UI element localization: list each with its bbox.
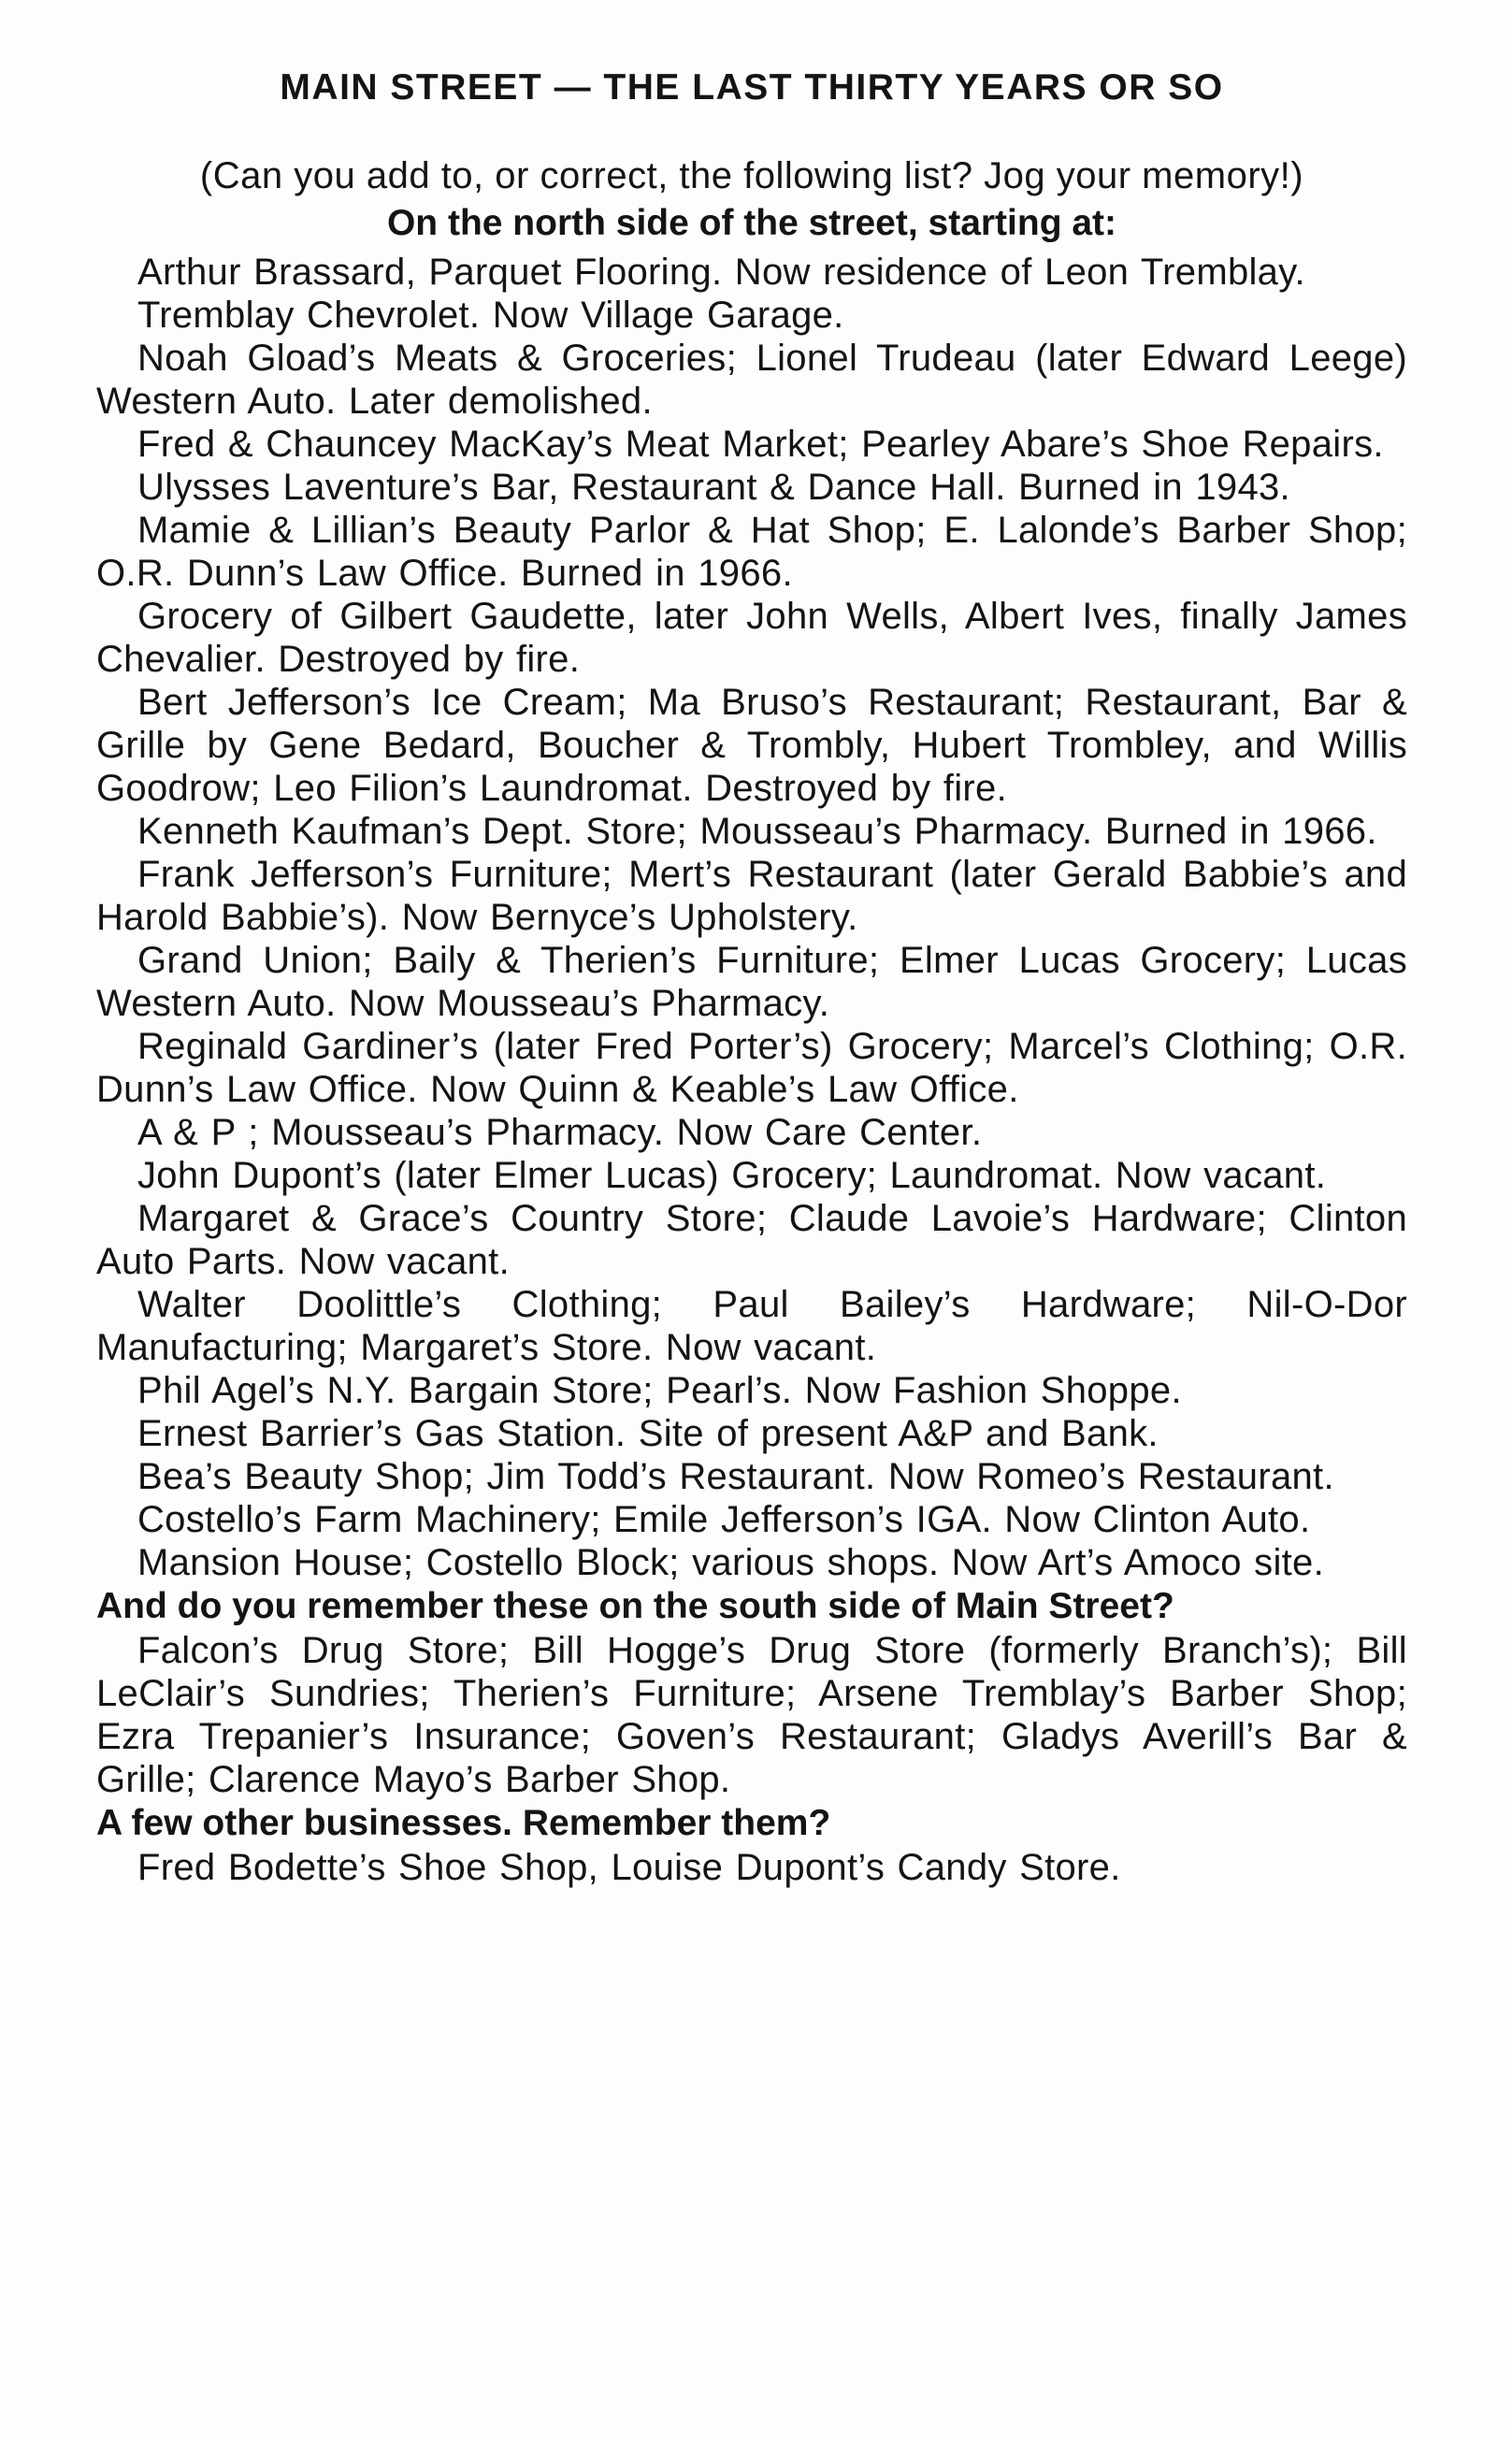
list-item: A & P ; Mousseau’s Pharmacy. Now Care Center.	[137, 1112, 983, 1153]
list-item: Ulysses Laventure’s Bar, Restaurant & Dance Hall. Burned in 1943.	[137, 467, 1290, 508]
north-side-heading: On the north side of the street, starting at:	[386, 203, 1117, 243]
list-item: Bert Jefferson’s Ice Cream; Ma Bruso’s Restaurant; Restaurant, Bar & Grille by Gene Bedard, Boucher & Trombly, Hubert Trombley, and Willis Goodrow; Leo Filion’s Laundromat. Destroyed by fire.	[96, 682, 1407, 809]
list-item: John Dupont’s (later Elmer Lucas) Grocery; Laundromat. Now vacant.	[137, 1155, 1327, 1196]
list-item: Margaret & Grace’s Country Store; Claude Lavoie’s Hardware; Clinton Auto Parts. Now vacant.	[96, 1198, 1407, 1282]
list-item: Mamie & Lillian’s Beauty Parlor & Hat Shop; E. Lalonde’s Barber Shop; O.R. Dunn’s Law Office. Burned in 1966.	[96, 510, 1407, 594]
list-item: Reginald Gardiner’s (later Fred Porter’s) Grocery; Marcel’s Clothing; O.R. Dunn’s Law Office. Now Quinn & Keable’s Law Office.	[96, 1026, 1407, 1110]
list-item: Costello’s Farm Machinery; Emile Jefferson’s IGA. Now Clinton Auto.	[137, 1499, 1311, 1540]
list-item: Grand Union; Baily & Therien’s Furniture; Elmer Lucas Grocery; Lucas Western Auto. Now Mousseau’s Pharmacy.	[96, 940, 1407, 1024]
list-item: Fred & Chauncey MacKay’s Meat Market; Pearley Abare’s Shoe Repairs.	[137, 424, 1384, 465]
south-entries-list	[96, 1629, 1407, 1801]
other-entries-list	[96, 1846, 1407, 1889]
list-item: Fred Bodette’s Shoe Shop, Louise Dupont’s Candy Store.	[137, 1847, 1121, 1888]
intro-text: (Can you add to, or correct, the following list? Jog your memory!)	[199, 155, 1304, 196]
north-entries-list	[96, 251, 1407, 1584]
list-item: Bea’s Beauty Shop; Jim Todd’s Restaurant. Now Romeo’s Restaurant.	[137, 1456, 1334, 1497]
list-item: Grocery of Gilbert Gaudette, later John Wells, Albert Ives, finally James Chevalier. Destroyed by fire.	[96, 596, 1407, 680]
page-title: MAIN STREET — THE LAST THIRTY YEARS OR SO	[280, 67, 1224, 108]
south-side-heading: And do you remember these on the south side of Main Street?	[96, 1586, 1174, 1626]
other-businesses-heading: A few other businesses. Remember them?	[96, 1803, 831, 1843]
list-item: Noah Gload’s Meats & Groceries; Lionel Trudeau (later Edward Leege) Western Auto. Later demolished.	[96, 338, 1407, 422]
list-item: Walter Doolittle’s Clothing; Paul Bailey’s Hardware; Nil-O-Dor Manufacturing; Margaret’s Store. Now vacant.	[96, 1284, 1407, 1368]
document-content	[96, 60, 1407, 1889]
list-item: Ernest Barrier’s Gas Station. Site of present A&P and Bank.	[137, 1413, 1159, 1454]
list-item: Kenneth Kaufman’s Dept. Store; Mousseau’s Pharmacy. Burned in 1966.	[137, 811, 1377, 852]
list-item: Arthur Brassard, Parquet Flooring. Now residence of Leon Tremblay.	[137, 252, 1305, 293]
list-item: Frank Jefferson’s Furniture; Mert’s Restaurant (later Gerald Babbie’s and Harold Babbie’s). Now Bernyce’s Upholstery.	[96, 854, 1407, 938]
list-item: Mansion House; Costello Block; various shops. Now Art’s Amoco site.	[137, 1542, 1325, 1583]
list-item: Phil Agel’s N.Y. Bargain Store; Pearl’s. Now Fashion Shoppe.	[137, 1370, 1182, 1411]
list-item: Falcon’s Drug Store; Bill Hogge’s Drug Store (formerly Branch’s); Bill LeClair’s Sundries; Therien’s Furniture; Arsene Tremblay’s Barber Shop; Ezra Trepanier’s Insurance; Goven’s Restaurant; Gladys Averill’s Bar & Grille; Clarence Mayo’s Barber Shop.	[96, 1630, 1407, 1800]
list-item: Tremblay Chevrolet. Now Village Garage.	[137, 295, 844, 336]
